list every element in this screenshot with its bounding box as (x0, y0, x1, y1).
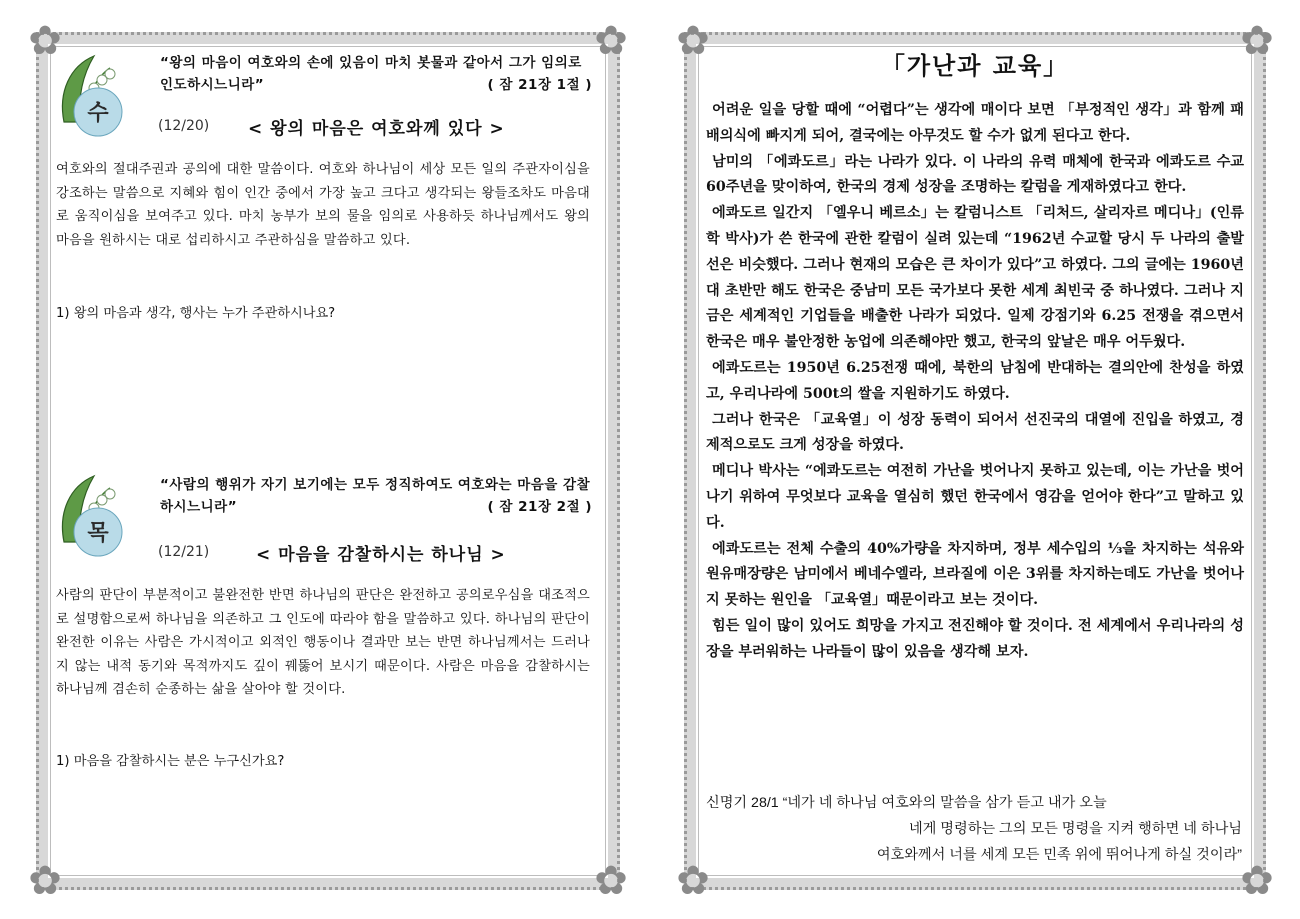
question-text: 1) 왕의 마음과 생각, 행사는 누가 주관하시나요? (56, 306, 336, 321)
topic-heading: < 왕의 마음은 여호와께 있다 > (248, 119, 505, 139)
scripture-line: 신명기 28/1 “네가 네 하나님 여호와의 말씀을 삼가 듣고 내가 오늘 (706, 795, 1107, 811)
scripture-line: 여호와께서 너를 세계 모든 민족 위에 뛰어나게 하실 것이라” (876, 847, 1242, 863)
corner-ornament-icon: ✿ (1240, 18, 1274, 64)
question-text: 1) 마음을 감찰하시는 분은 누구신가요? (56, 754, 285, 769)
corner-ornament-icon: ✿ (676, 18, 710, 64)
essay-body (706, 98, 1244, 666)
scripture-line: 네게 명령하는 그의 모든 명령을 지켜 행하면 네 하나님 (908, 821, 1242, 837)
essay-paragraph: 에콰도르는 1950년 6.25전쟁 때에, 북한의 남침에 반대하는 결의안에 찬성을 하였고, 우리나라에 500t의 쌀을 지원하기도 하였다. (706, 359, 1244, 402)
corner-ornament-icon: ✿ (676, 858, 710, 904)
corner-ornament-icon: ✿ (28, 18, 62, 64)
essay-paragraph: 에콰도르 일간지 「엘우니 베르소」는 칼럼니스트 「리처드, 살리자르 메디나」(인류학 박사)가 쓴 한국에 관한 칼럼이 실려 있는데 “1962년 수교할 당시 두 나라의 출발선은 비슷했다. 그러나 현재의 모습은 큰 차이가 있다”고 하였다. 그의 글에는 1960년대 초반만 해도 한국은 중남미 모든 국가보다 못한 세계 최빈국 중 하나였다. 그러나 지금은 세계적인 기업들을 배출한 나라가 되었다. 일제 강점기와 6.25 전쟁을 겪으면서 한국은 매우 불안정한 농업에 의존해야만 했고, 한국의 앞날은 매우 어두웠다. (706, 205, 1244, 351)
essay-paragraph: 에콰도르는 전체 수출의 40%가량을 차지하며, 정부 세수입의 ⅓을 차지하는 석유와 원유매장량은 남미에서 베네수엘라, 브라질에 이은 3위를 차지하는데도 가난을 벗어나지 못하는 원인을 「교육열」때문이라고 보는 것이다. (706, 540, 1244, 609)
essay-title: 「가난과 교육」 (880, 52, 1070, 80)
lily-of-the-valley-icon (54, 472, 130, 562)
essay-paragraph: 어려운 일을 당할 때에 “어렵다”는 생각에 매이다 보면 「부정적인 생각」과 함께 패배의식에 빠지게 되어, 결국에는 아무것도 할 수가 없게 된다고 한다. (706, 102, 1244, 144)
corner-ornament-icon: ✿ (28, 858, 62, 904)
corner-ornament-icon: ✿ (594, 18, 628, 64)
day-badge: 목 (87, 521, 109, 546)
essay-paragraph: 그러나 한국은 「교육열」이 성장 동력이 되어서 선진국의 대열에 진입을 하였고, 경제적으로도 크게 성장을 하였다. (706, 411, 1244, 454)
verse-text (160, 52, 592, 96)
lily-of-the-valley-icon (54, 52, 130, 142)
date-label: (12/20) (158, 118, 210, 134)
verse-quote: “사람의 행위가 자기 보기에는 모두 정직하여도 여호와는 마음을 감찰하시느니라” (160, 477, 591, 515)
devotion-body: 여호와의 절대주권과 공의에 대한 말씀이다. 여호와 하나님이 세상 모든 일의 주관자이심을 강조하는 말씀으로 지혜와 힘이 인간 중에서 가장 높고 크다고 생각되는 왕들조차도 마음대로 움직이심을 보여주고 있다. 마치 농부가 보의 물을 임의로 사용하듯 하나님께서도 왕의 마음을 원하시는 대로 섭리하시고 주관하심을 말씀하고 있다. (56, 162, 590, 248)
left-page (28, 18, 628, 904)
verse-quote: “왕의 마음이 여호와의 손에 있음이 마치 봇물과 같아서 그가 임의로 인도하시느니라” (160, 55, 582, 93)
corner-ornament-icon: ✿ (1240, 858, 1274, 904)
devotion-body: 사람의 판단이 부분적이고 불완전한 반면 하나님의 판단은 완전하고 공의로우심을 대조적으로 설명함으로써 하나님을 의존하고 그 인도에 따라야 함을 말씀하고 있다. 하나님의 판단이 완전한 이유는 사람은 가시적이고 외적인 행동이나 결과만 보는 반면 하나님께서는 드러나지 않는 내적 동기와 목적까지도 깊이 꿰뚫어 보시기 때문이다. 사람은 마음을 감찰하시는 하나님께 겸손히 순종하는 삶을 살아야 할 것이다. (56, 588, 590, 697)
day-badge: 수 (87, 101, 109, 126)
verse-text (160, 474, 592, 518)
essay-paragraph: 남미의 「에콰도르」라는 나라가 있다. 이 나라의 유력 매체에 한국과 에콰도르 수교 60주년을 맞이하여, 한국의 경제 성장을 조명하는 칼럼을 게재하였다고 한다. (706, 153, 1244, 196)
right-page (676, 18, 1274, 904)
verse-reference: ( 잠 21장 2절 ) (487, 499, 592, 515)
corner-ornament-icon: ✿ (594, 858, 628, 904)
essay-paragraph: 메디나 박사는 “에콰도르는 여전히 가난을 벗어나지 못하고 있는데, 이는 가난을 벗어나기 위하여 무엇보다 교육을 열심히 했던 한국에서 영감을 얻어야 한다”고 말하고 있다. (706, 463, 1244, 531)
scripture-quote (706, 790, 1242, 868)
verse-reference: ( 잠 21장 1절 ) (487, 77, 592, 93)
topic-heading: < 마음을 감찰하시는 하나님 > (256, 545, 506, 565)
essay-paragraph: 힘든 일이 많이 있어도 희망을 가지고 전진해야 할 것이다. 전 세계에서 우리나라의 성장을 부러워하는 나라들이 많이 있음을 생각해 보자. (706, 617, 1244, 660)
date-label: (12/21) (158, 544, 210, 560)
